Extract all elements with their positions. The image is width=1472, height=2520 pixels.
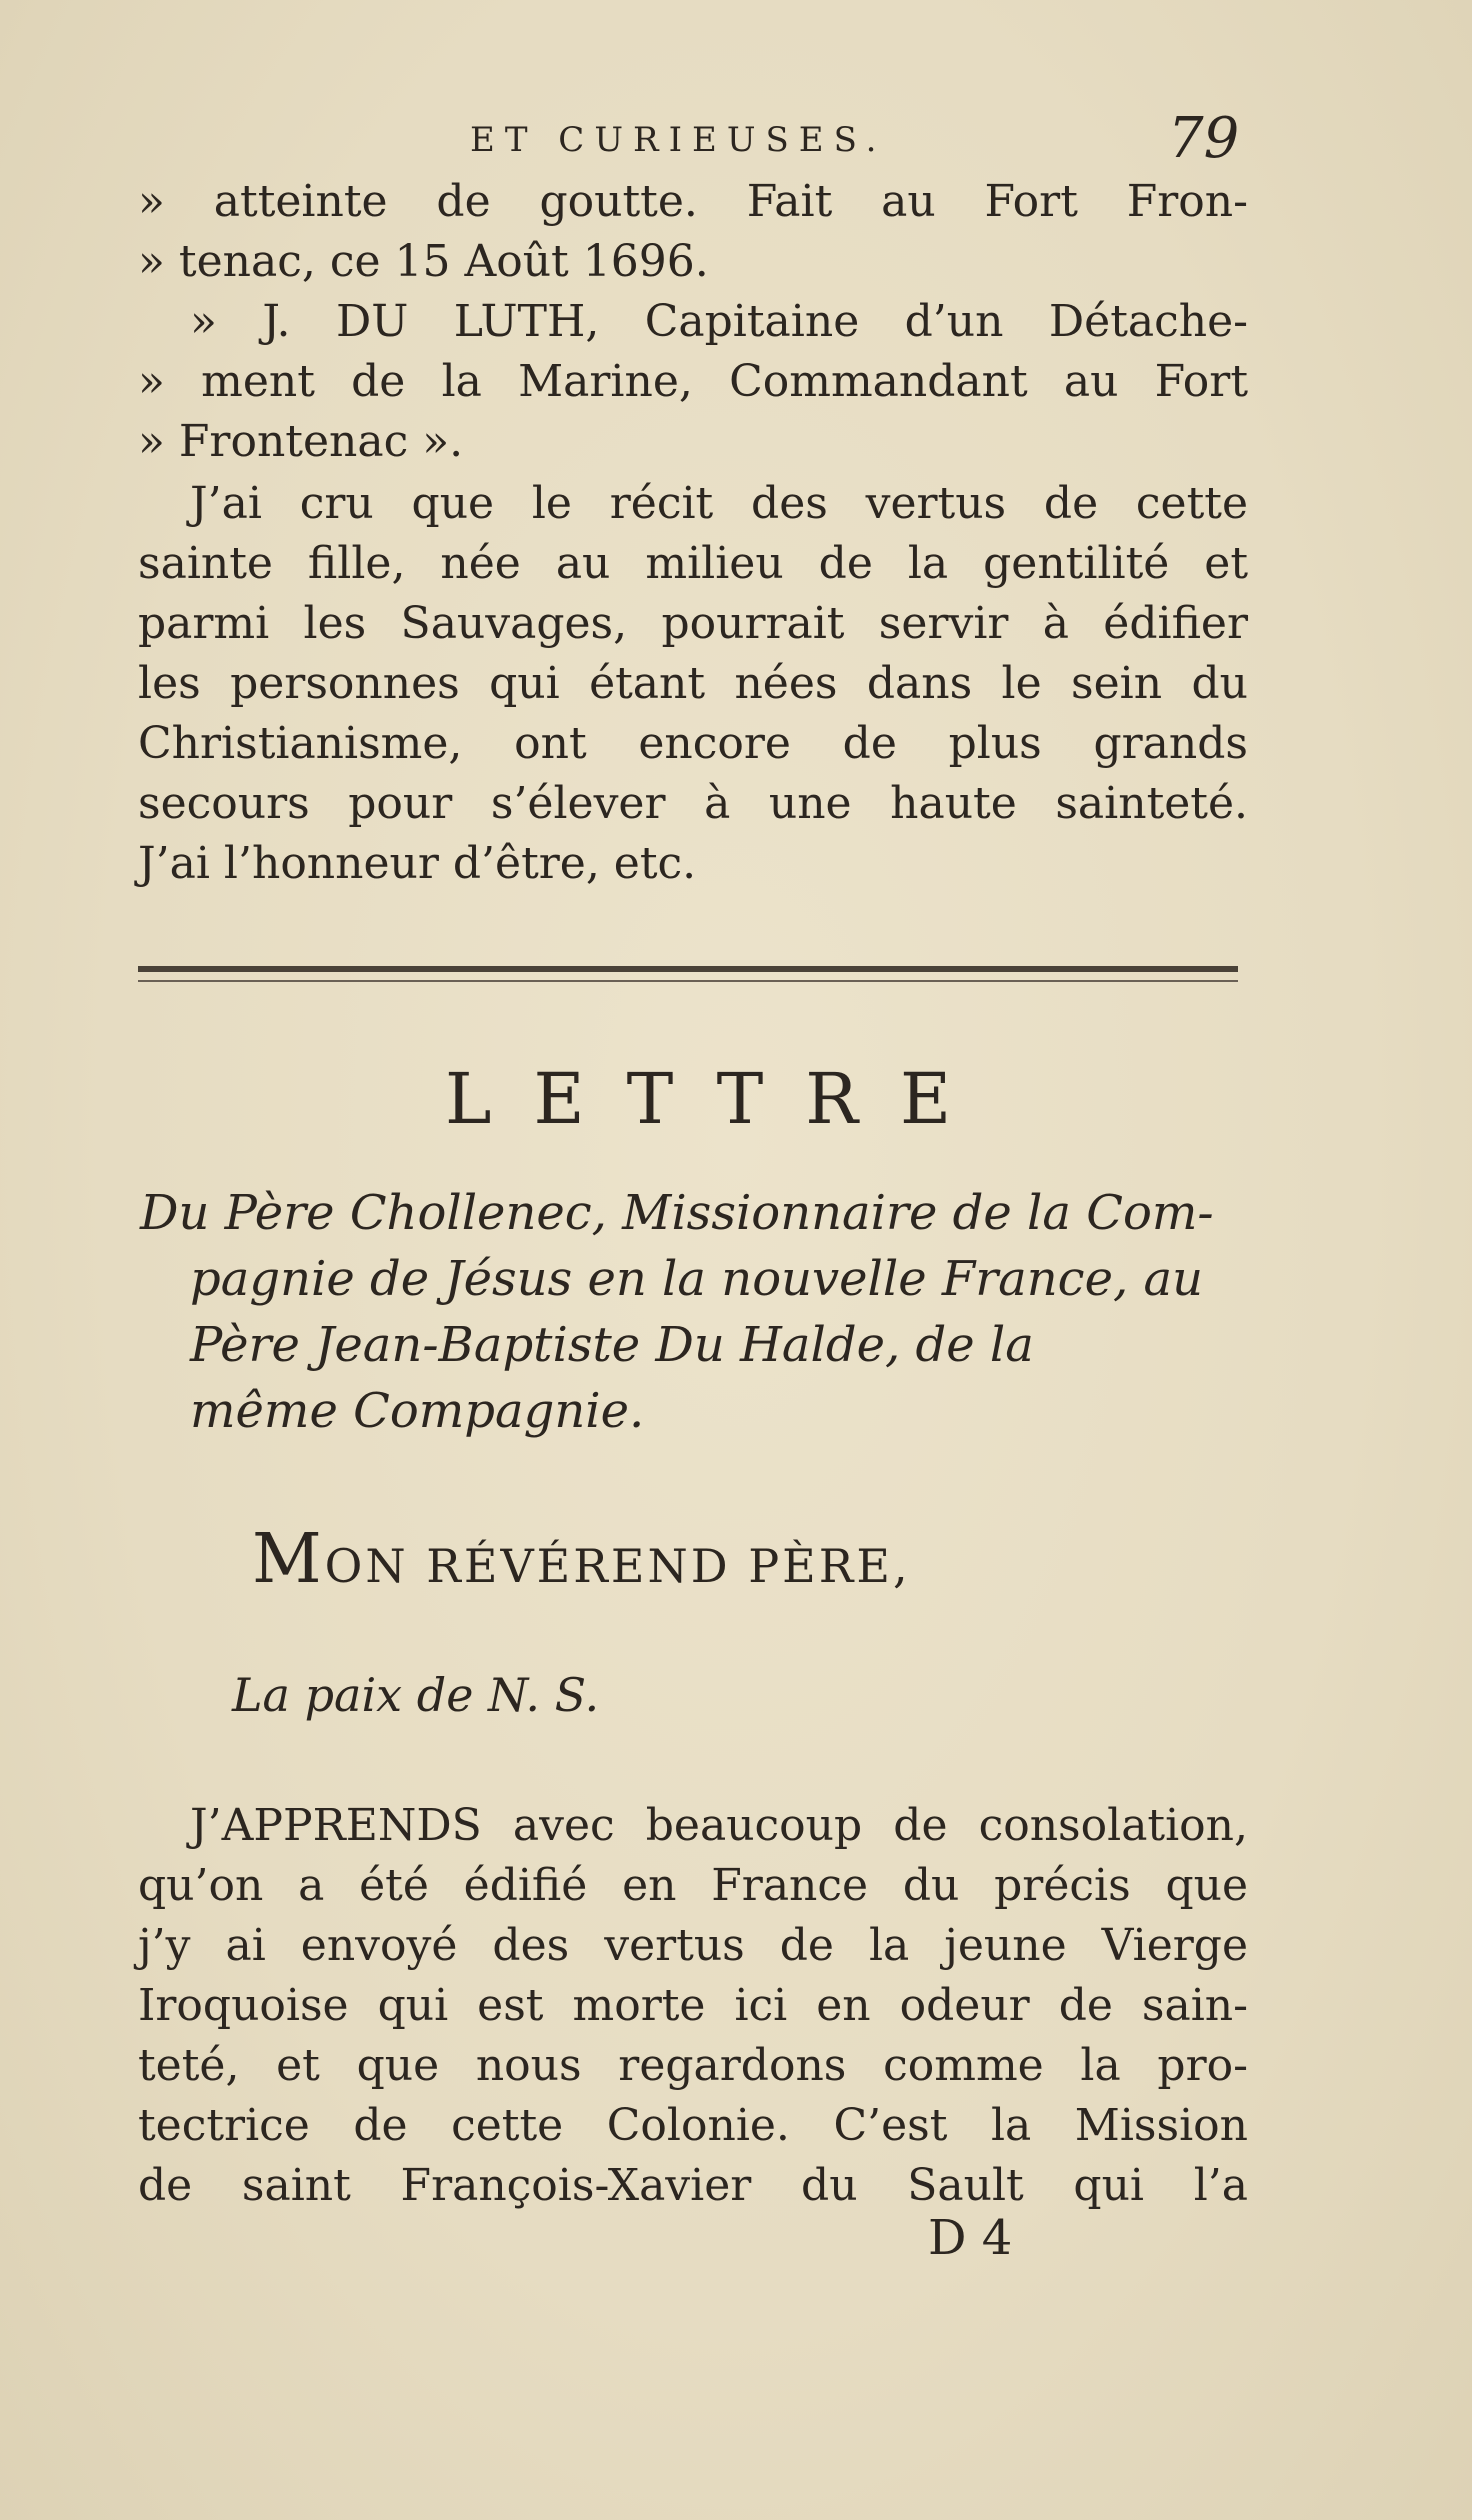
text-line: les personnes qui étant nées dans le sein du xyxy=(138,658,1248,709)
text-line: J’ai cru que le récit des vertus de cette xyxy=(190,478,1248,529)
body-line: qu’on a été édifié en France du précis que xyxy=(138,1860,1248,1911)
salutation xyxy=(252,1520,911,1599)
text-line: » tenac, ce 15 Août 1696. xyxy=(138,236,709,287)
body-line: j’y ai envoyé des vertus de la jeune Vierge xyxy=(138,1920,1248,1971)
divider-rule-thin xyxy=(138,980,1238,982)
body-line: de saint François-Xavier du Sault qui l’a xyxy=(138,2160,1248,2211)
subtitle-line: Père Jean-Baptiste Du Halde, de la xyxy=(190,1317,1034,1373)
text-line: J’ai l’honneur d’être, etc. xyxy=(138,838,697,889)
body-line: teté, et que nous regardons comme la pro- xyxy=(138,2040,1248,2091)
greeting: La paix de N. S. xyxy=(232,1668,600,1722)
signature-mark: D 4 xyxy=(928,2210,1013,2266)
subtitle-line: Du Père Chollenec, Missionnaire de la Com- xyxy=(140,1185,1214,1241)
divider-rule xyxy=(138,966,1238,972)
text-line: » Frontenac ». xyxy=(138,416,464,467)
salutation-text: ON RÉVÉREND PÈRE, xyxy=(324,1539,911,1593)
text-line: » J. DU LUTH, Capitaine d’un Détache- xyxy=(190,296,1248,347)
page-number: 79 xyxy=(1168,106,1240,171)
body-line: J’APPRENDS avec beaucoup de consolation, xyxy=(190,1800,1248,1851)
letter-title: LETTRE xyxy=(445,1058,994,1140)
text-line: sainte fille, née au milieu de la gentilité et xyxy=(138,538,1248,589)
text-line: parmi les Sauvages, pourrait servir à édifier xyxy=(138,598,1248,649)
body-line: tectrice de cette Colonie. C’est la Mission xyxy=(138,2100,1248,2151)
text-line: Christianisme, ont encore de plus grands xyxy=(138,718,1248,769)
salutation-initial: M xyxy=(252,1520,325,1599)
body-line: Iroquoise qui est morte ici en odeur de sain- xyxy=(138,1980,1248,2031)
text-line: » ment de la Marine, Commandant au Fort xyxy=(138,356,1248,407)
text-line: secours pour s’élever à une haute sainteté. xyxy=(138,778,1248,829)
subtitle-line: pagnie de Jésus en la nouvelle France, au xyxy=(190,1251,1204,1307)
text-line: » atteinte de goutte. Fait au Fort Fron- xyxy=(138,176,1248,227)
running-head: ET CURIEUSES. xyxy=(470,120,887,160)
subtitle-line: même Compagnie. xyxy=(190,1383,645,1439)
